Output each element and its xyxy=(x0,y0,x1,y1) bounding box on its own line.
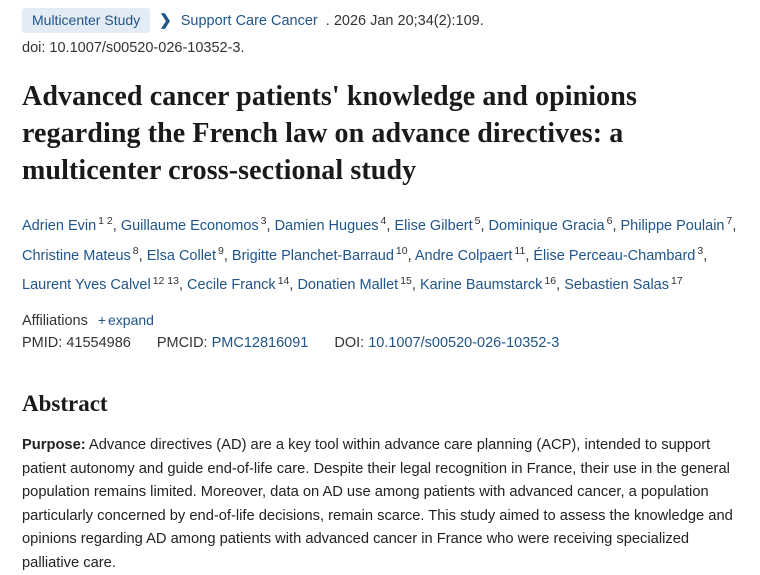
journal-link[interactable]: Support Care Cancer xyxy=(180,12,318,29)
author-link[interactable]: Brigitte Planchet-Barraud xyxy=(231,247,394,264)
affiliations-row xyxy=(22,312,738,329)
author-item: Karine Baumstarck $^{16}$, xyxy=(419,274,565,294)
doi-group xyxy=(334,335,559,351)
author-link[interactable]: Guillaume Economos xyxy=(120,217,259,234)
author-affiliation-refs: 16 xyxy=(544,274,557,287)
page-title: Advanced cancer patients' knowledge and opinions regarding the French law on advance directives: a multicenter cross-sectional study xyxy=(22,81,637,186)
author-link[interactable]: Cecile Franck xyxy=(187,277,276,294)
author-affiliation-refs: 12 13 xyxy=(152,274,179,287)
author-item: Cecile Franck $^{14}$, xyxy=(187,274,298,294)
expand-label: expand xyxy=(108,312,154,329)
identifiers-row xyxy=(22,335,738,351)
plus-icon: + xyxy=(97,312,107,329)
author-item: Laurent Yves Calvel $^{12 13}$, xyxy=(22,274,188,294)
author-item xyxy=(564,274,683,294)
author-affiliation-refs: 4 xyxy=(380,215,387,227)
author-link[interactable]: Christine Mateus xyxy=(22,247,131,264)
citation-row xyxy=(22,8,738,33)
author-item: Élise Perceau-Chambard $^3$, xyxy=(533,244,708,264)
publication-type-badge[interactable]: Multicenter Study xyxy=(22,8,150,33)
doi-label: DOI: xyxy=(334,335,365,352)
citation-details: . 2026 Jan 20;34(2):109. xyxy=(325,12,484,29)
author-affiliation-refs: 1 2 xyxy=(98,215,113,227)
author-list xyxy=(22,209,738,298)
author-item: Christine Mateus $^8$, xyxy=(22,244,147,264)
citation-doi-line: doi: 10.1007/s00520-026-10352-3. xyxy=(22,40,245,56)
author-item: Donatien Mallet $^{15}$, xyxy=(297,274,420,294)
pmcid-label: PMCID: xyxy=(156,335,208,352)
author-link[interactable]: Adrien Evin xyxy=(22,217,97,234)
author-affiliation-refs: 17 xyxy=(670,274,683,287)
author-item: Adrien Evin $^{1 2}$, xyxy=(22,215,121,234)
author-link[interactable]: Elsa Collet xyxy=(146,247,217,264)
author-item: Guillaume Economos $^3$, xyxy=(120,215,275,234)
author-link[interactable]: Élise Perceau-Chambard xyxy=(533,247,696,264)
author-affiliation-refs: 9 xyxy=(218,244,224,257)
author-affiliation-refs: 5 xyxy=(474,215,481,227)
author-link[interactable]: Damien Hugues xyxy=(274,217,379,234)
pmcid-link[interactable]: PMC12816091 xyxy=(211,335,309,352)
author-link[interactable]: Dominique Gracia xyxy=(488,217,605,234)
author-affiliation-refs: 6 xyxy=(606,215,613,227)
author-item: Andre Colpaert $^{11}$, xyxy=(414,244,534,264)
author-link[interactable]: Elise Gilbert xyxy=(394,217,473,234)
author-item: Damien Hugues $^4$, xyxy=(274,215,395,234)
pmid-label: PMID: xyxy=(22,335,63,352)
pmid-group xyxy=(22,335,131,351)
author-link[interactable]: Philippe Poulain xyxy=(620,217,725,234)
author-link[interactable]: Donatien Mallet xyxy=(297,277,399,294)
author-affiliation-refs: 15 xyxy=(400,274,412,287)
author-affiliation-refs: 10 xyxy=(395,244,408,257)
abstract-heading: Abstract xyxy=(22,391,108,417)
author-affiliation-refs: 8 xyxy=(132,244,139,257)
author-item: Dominique Gracia $^6$, xyxy=(488,215,621,234)
chevron-right-icon: ❯ xyxy=(159,11,172,29)
abstract-purpose-text: Advance directives (AD) are a key tool within advance care planning (ACP), intended to support patient autonomy and guide end-of-life care. Despite their legal recognition in France, their use in the general population remains limited. Moreover, data on AD use among patients with advanced cancer, a population particularly concerned by end-of-life decisions, remain scarce. This study aimed to assess the knowledge and opinions regarding AD among patients with advanced cancer in France who were receiving specialized palliative care. xyxy=(22,437,733,571)
author-link[interactable]: Karine Baumstarck xyxy=(419,277,543,294)
author-affiliation-refs: 7 xyxy=(726,215,733,227)
author-item: Elise Gilbert $^5$, xyxy=(394,215,489,234)
author-affiliation-refs: 11 xyxy=(514,244,526,257)
abstract-body xyxy=(22,434,738,575)
author-link[interactable]: Andre Colpaert xyxy=(414,247,513,264)
author-item: Philippe Poulain $^7$, xyxy=(620,215,737,234)
author-item: Brigitte Planchet-Barraud $^{10}$, xyxy=(231,244,415,264)
author-affiliation-refs: 3 xyxy=(260,215,267,227)
affiliations-label: Affiliations xyxy=(22,313,88,330)
pmcid-group xyxy=(157,335,309,351)
author-item: Elsa Collet $^9$, xyxy=(146,244,232,264)
abstract-purpose-label: Purpose: xyxy=(22,437,86,454)
pmid-value: 41554986 xyxy=(66,335,131,352)
doi-link[interactable]: 10.1007/s00520-026-10352-3 xyxy=(368,335,560,352)
author-link[interactable]: Laurent Yves Calvel xyxy=(22,277,151,294)
author-affiliation-refs: 3 xyxy=(697,244,704,257)
expand-affiliations-button[interactable] xyxy=(98,312,154,328)
author-affiliation-refs: 14 xyxy=(277,274,290,287)
author-link[interactable]: Sebastien Salas xyxy=(564,277,669,294)
